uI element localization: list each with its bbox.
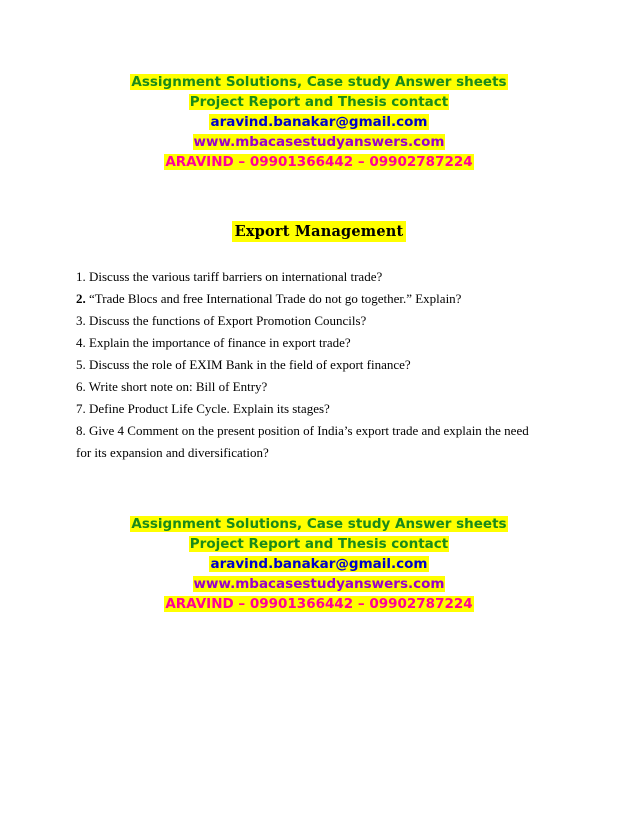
question-number: 2. [76, 291, 86, 306]
title-wrap [0, 221, 638, 242]
question-text: Define Product Life Cycle. Explain its stages? [89, 401, 330, 416]
question-item [76, 266, 576, 288]
header-website[interactable]: www.mbacasestudyanswers.com [193, 134, 445, 150]
header-phones: ARAVIND – 09901366442 – 09902787224 [165, 154, 473, 170]
question-item [76, 332, 576, 354]
footer-line1: Assignment Solutions, Case study Answer sheets [131, 516, 507, 532]
question-number: 1. [76, 269, 86, 284]
footer-email[interactable]: aravind.banakar@gmail.com [210, 556, 428, 572]
question-item [76, 310, 576, 332]
question-text: Discuss the role of EXIM Bank in the field of export finance? [89, 357, 411, 372]
question-number: 7. [76, 401, 86, 416]
header-line2: Project Report and Thesis contact [189, 94, 449, 110]
question-item [76, 376, 576, 398]
question-text: “Trade Blocs and free International Trade do not go together.” Explain? [89, 291, 462, 306]
question-item [76, 354, 576, 376]
footer-contact-block [0, 514, 638, 614]
question-text: Give 4 Comment on the present position of India’s export trade and explain the need [89, 423, 529, 438]
footer-website[interactable]: www.mbacasestudyanswers.com [193, 576, 445, 592]
footer-phones: ARAVIND – 09901366442 – 09902787224 [165, 596, 473, 612]
question-item [76, 398, 576, 420]
question-text: Explain the importance of finance in export trade? [89, 335, 351, 350]
question-item-continuation [76, 442, 576, 464]
header-contact-block [0, 72, 638, 172]
question-number: 4. [76, 335, 86, 350]
question-number: 3. [76, 313, 86, 328]
question-list [76, 266, 576, 464]
question-text: for its expansion and diversification? [76, 445, 269, 460]
question-number: 8. [76, 423, 86, 438]
footer-line2: Project Report and Thesis contact [189, 536, 449, 552]
question-text: Discuss the various tariff barriers on international trade? [89, 269, 383, 284]
question-number: 6. [76, 379, 86, 394]
header-line1: Assignment Solutions, Case study Answer sheets [131, 74, 507, 90]
page-title: Export Management [232, 221, 407, 242]
question-text: Write short note on: Bill of Entry? [88, 379, 268, 394]
header-email[interactable]: aravind.banakar@gmail.com [210, 114, 428, 130]
question-item [76, 420, 576, 442]
question-item [76, 288, 576, 310]
question-number: 5. [76, 357, 86, 372]
question-text: Discuss the functions of Export Promotion Councils? [89, 313, 367, 328]
